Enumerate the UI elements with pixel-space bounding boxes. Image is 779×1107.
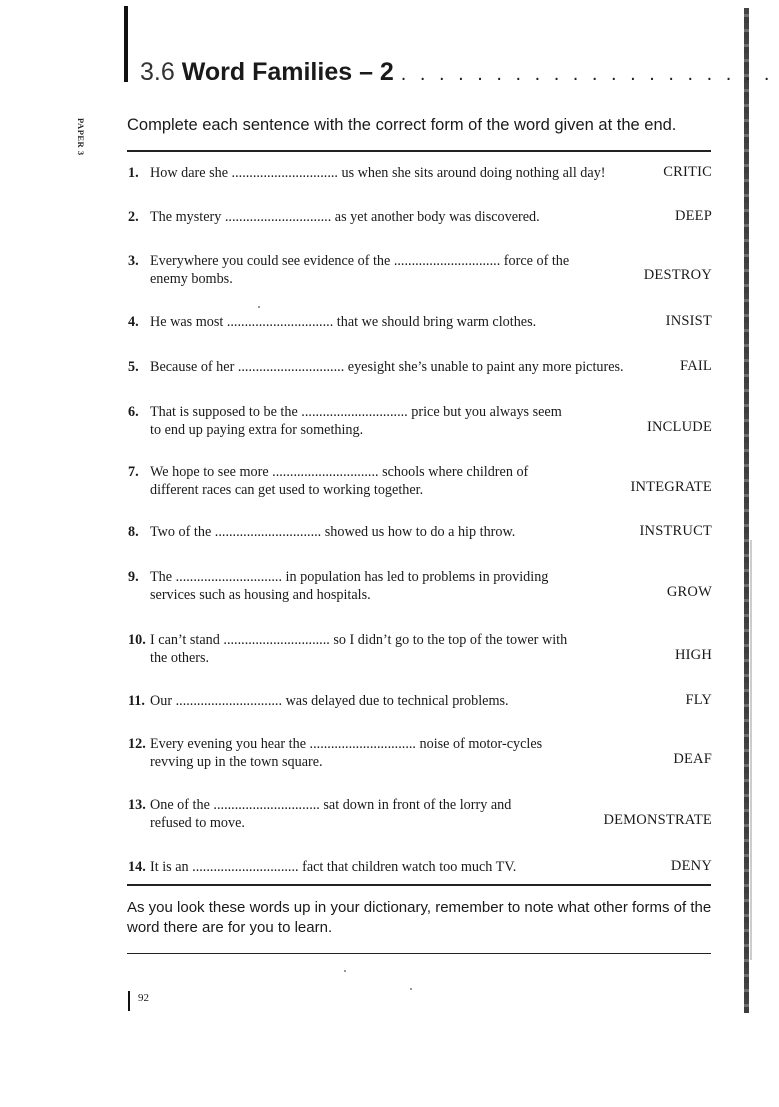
question-item [128,313,712,332]
question-text [150,858,516,876]
question-item [128,796,712,834]
question-item [128,358,712,377]
keyword: DENY [670,858,712,874]
keyword: HIGH [674,647,712,663]
title-leader-dots: . . . . . . . . . . . . . . . . . . . . [400,63,774,85]
keyword: INSTRUCT [639,523,712,539]
section-title: Word Families – 2 [181,58,394,86]
question-line: the others. [150,650,210,666]
question-text [150,692,509,710]
page-title [140,58,774,87]
instruction-text: Complete each sentence with the correct form of the word given at the end. [127,116,677,134]
question-number: 14. [128,859,146,875]
question-text [150,463,528,499]
question-number: 1. [128,165,139,181]
question-number: 8. [128,524,139,540]
question-line: revving up in the town square. [150,754,323,770]
question-item [128,735,712,773]
question-item [128,858,712,877]
question-text [150,523,515,541]
question-line: Everywhere you could see evidence of the .............................. force of the [150,253,570,269]
question-number: 3. [128,253,139,269]
question-line: Our .............................. was delayed due to technical problems. [150,693,509,709]
question-line: enemy bombs. [150,271,233,287]
question-item [128,252,712,290]
keyword: DEMONSTRATE [603,812,712,828]
question-line: He was most .............................. that we should bring warm clothes. [150,314,537,330]
question-number: 6. [128,404,139,420]
question-line: It is an .............................. fact that children watch too much TV. [150,859,517,875]
question-line: services such as housing and hospitals. [150,587,371,603]
paper-label: PAPER 3 [76,118,86,156]
scan-speck [344,970,346,972]
scan-speck [410,988,412,990]
question-item [128,463,712,501]
binding-shadow [750,540,752,960]
question-item [128,692,712,711]
keyword: INCLUDE [646,419,712,435]
question-line: The mystery .............................. as yet another body was discovered. [150,209,540,225]
question-item [128,523,712,542]
keyword: GROW [666,584,712,600]
question-line: to end up paying extra for something. [150,422,364,438]
question-number: 9. [128,569,139,585]
footer-rule [127,953,711,954]
question-text [150,252,569,288]
question-line: We hope to see more .............................. schools where children of [150,464,529,480]
keyword: INTEGRATE [630,479,712,495]
question-line: One of the .............................. sat down in front of the lorry and [150,797,512,813]
question-line: Because of her .............................. eyesight she’s unable to paint any more pictures. [150,359,624,375]
question-text [150,164,606,182]
question-number: 4. [128,314,139,330]
question-text [150,631,567,667]
question-text [150,403,562,439]
question-text [150,208,540,226]
page-number-bar [128,991,130,1011]
question-item [128,403,712,441]
question-number: 7. [128,464,139,480]
question-number: 12. [128,736,146,752]
keyword: DESTROY [643,267,712,283]
question-line: I can’t stand .............................. so I didn’t go to the top of the tower with [150,632,568,648]
scan-speck [258,306,260,308]
keyword: FLY [685,692,712,708]
keyword: FAIL [680,358,712,374]
chapter-marker-bar [124,6,128,82]
question-line: How dare she .............................. us when she sits around doing nothing all day! [150,165,606,181]
question-text [150,313,536,331]
question-number: 13. [128,797,146,813]
question-line: Two of the .............................. showed us how to do a hip throw. [150,524,516,540]
question-item [128,208,712,227]
keyword: CRITIC [663,164,712,180]
question-item [128,568,712,606]
question-item [128,631,712,669]
keyword: INSIST [665,313,712,329]
question-line: different races can get used to working together. [150,482,424,498]
footer-note: As you look these words up in your dictionary, remember to note what other forms of the word there are for you to learn. [127,899,712,936]
question-text [150,358,624,376]
keyword: DEAF [673,751,712,767]
question-line: That is supposed to be the .............................. price but you always seem [150,404,562,420]
question-text [150,735,542,771]
keyword: DEEP [674,208,712,224]
question-number: 2. [128,209,139,225]
page-number: 92 [138,992,149,1004]
section-number: 3.6 [140,58,175,86]
question-text [150,796,511,832]
question-line: The .............................. in population has led to problems in providing [150,569,549,585]
question-line: refused to move. [150,815,245,831]
question-number: 5. [128,359,139,375]
bottom-rule [127,884,711,886]
question-text [150,568,548,604]
question-line: Every evening you hear the .............................. noise of motor-cycles [150,736,543,752]
question-number: 10. [128,632,146,648]
question-number: 11. [128,693,145,709]
question-item [128,164,712,183]
binding-edge [744,8,749,1013]
top-rule [127,150,711,152]
